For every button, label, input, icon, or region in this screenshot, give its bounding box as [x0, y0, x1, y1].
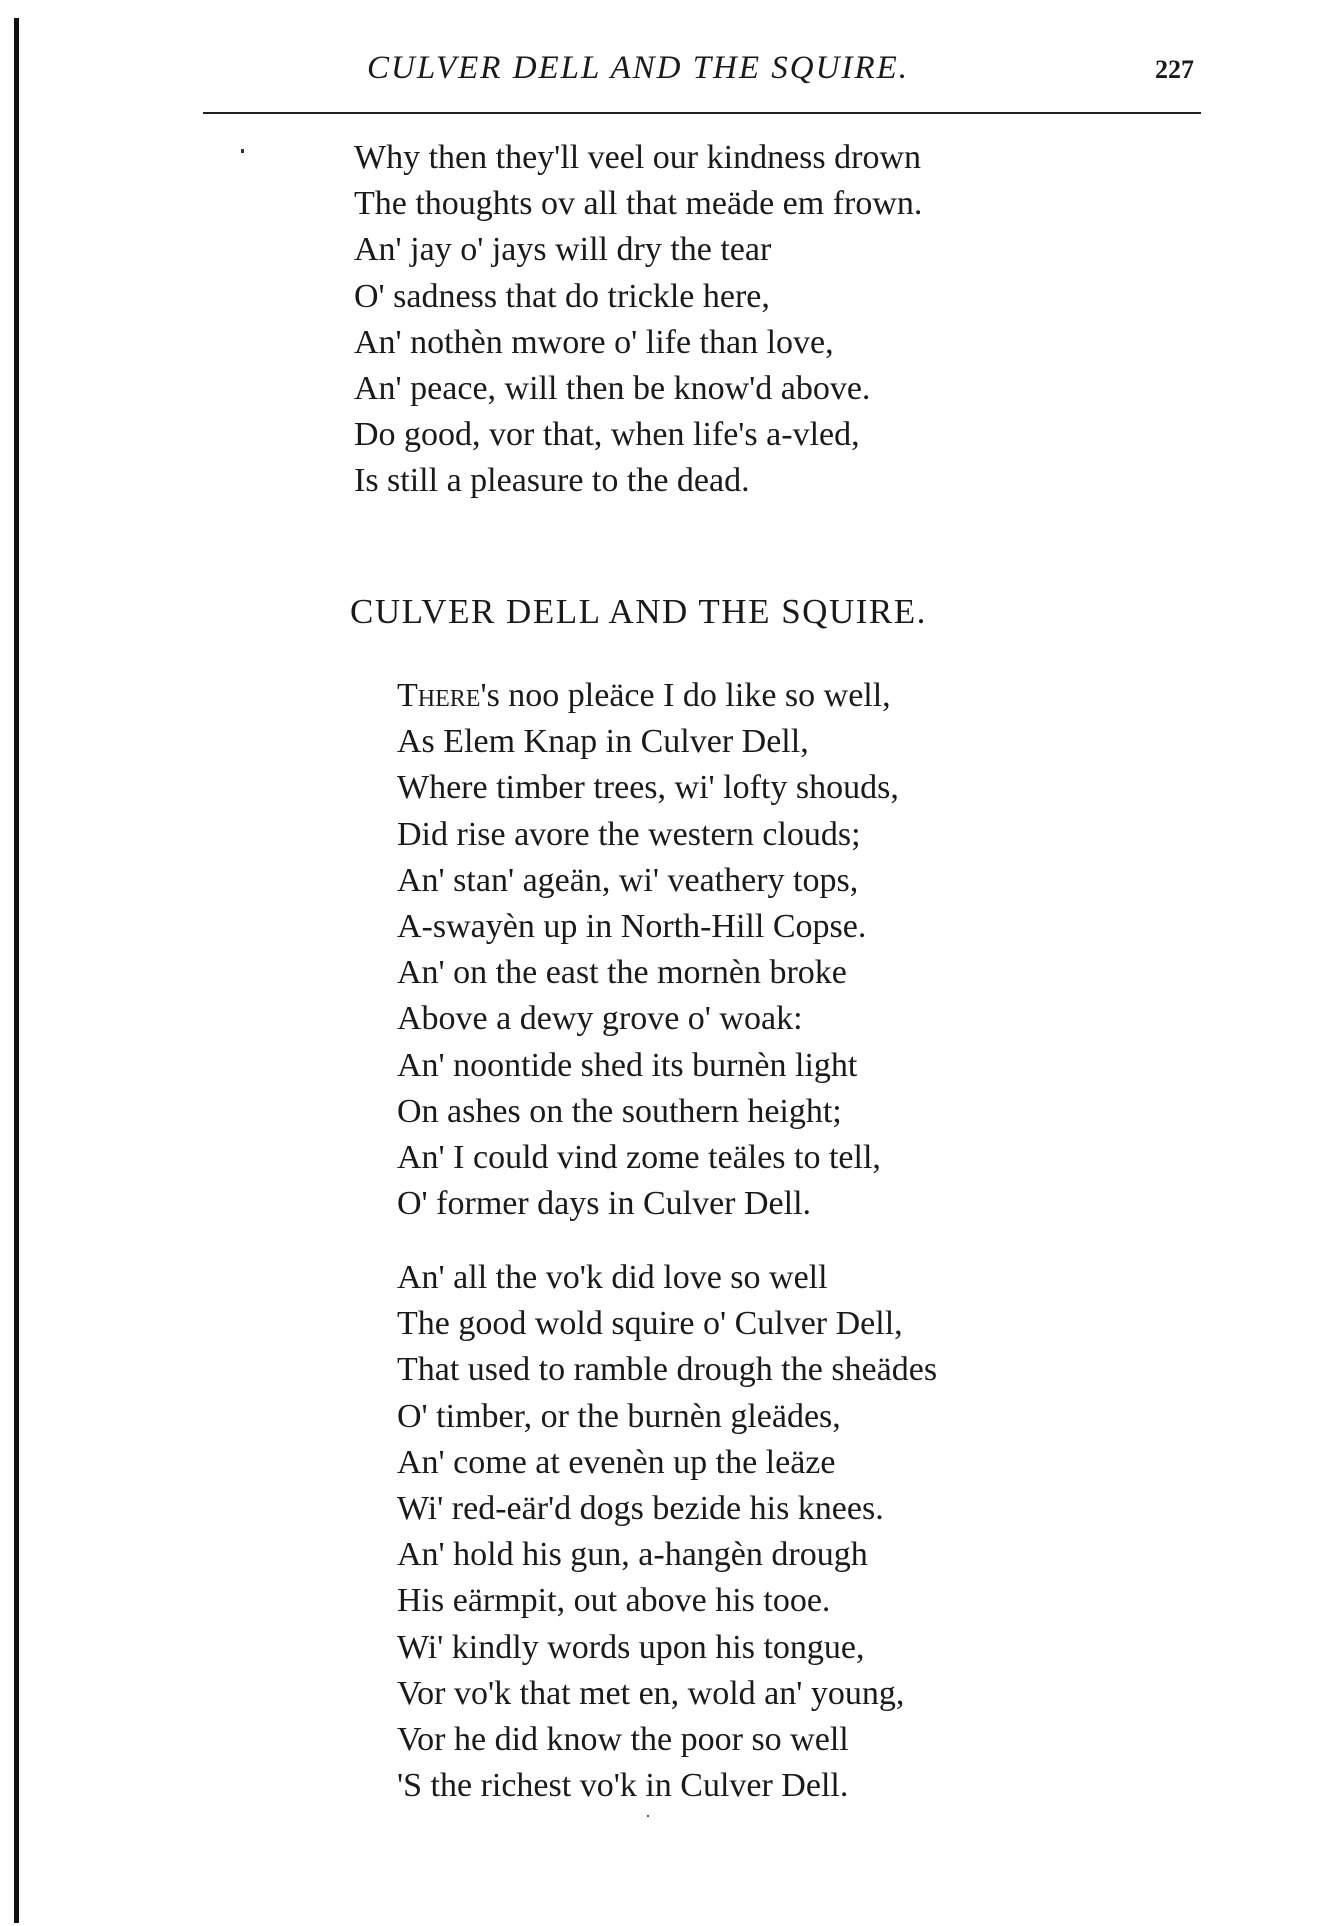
verse-line: Vor he did know the poor so well: [397, 1720, 849, 1758]
verse-line: Did rise avore the western clouds;: [397, 815, 861, 853]
verse-line: That used to ramble drough the sheädes: [397, 1351, 938, 1389]
page-number: 227: [1155, 55, 1194, 84]
opening-word: There: [397, 677, 481, 714]
verse-line: On ashes on the southern height;: [397, 1092, 842, 1130]
verse-line: Wi' red-eär'd dogs bezide his knees.: [397, 1489, 884, 1527]
verse-line: The thoughts ov all that meäde em frown.: [354, 185, 923, 223]
verse-line: [397, 673, 899, 719]
verse-line: Why then they'll veel our kindness drown: [354, 139, 922, 176]
verse-line: O' timber, or the burnèn gleädes,: [397, 1397, 841, 1435]
verse-line: Do good, vor that, when life's a-vled,: [354, 416, 860, 454]
verse-line: An' peace, will then be know'd above.: [354, 369, 871, 407]
verse-line: Above a dewy grove o' woak:: [397, 1000, 803, 1038]
verse-line: An' jay o' jays will dry the tear: [354, 231, 772, 269]
verse-line: Wi' kindly words upon his tongue,: [397, 1628, 865, 1666]
verse-line: His eärmpit, out above his tooe.: [397, 1582, 831, 1620]
verse-line: An' I could vind zome teäles to tell,: [397, 1138, 881, 1176]
verse-line: O' former days in Culver Dell.: [397, 1185, 812, 1223]
print-speck: [241, 149, 244, 153]
verse-line: Is still a pleasure to the dead.: [354, 462, 750, 500]
verse-line: An' come at evenèn up the leäze: [397, 1443, 836, 1481]
poem-stanza-1: [397, 673, 899, 1227]
verse-line: 'S the richest vo'k in Culver Dell.: [397, 1767, 849, 1805]
verse-line: An' hold his gun, a-hangèn drough: [397, 1536, 868, 1574]
verse-line: The good wold squire o' Culver Dell,: [397, 1305, 903, 1343]
opening-line-rest: 's noo pleäce I do like so well,: [480, 677, 891, 714]
verse-line: Vor vo'k that met en, wold an' young,: [397, 1674, 905, 1712]
header-rule: [203, 112, 1201, 114]
poem-stanza-2: [397, 1255, 937, 1809]
verse-line: O' sadness that do trickle here,: [354, 277, 770, 315]
running-head-title: CULVER DELL AND THE SQUIRE.: [367, 50, 910, 86]
verse-line: An' stan' ageän, wi' veathery tops,: [397, 861, 859, 899]
poem-title: CULVER DELL AND THE SQUIRE.: [350, 592, 927, 631]
binding-edge-line: [14, 18, 19, 1923]
verse-line: Where timber trees, wi' lofty shouds,: [397, 769, 899, 807]
verse-line: An' on the east the mornèn broke: [397, 954, 847, 992]
verse-line: An' noontide shed its burnèn light: [397, 1046, 858, 1084]
verse-line: An' all the vo'k did love so well: [397, 1259, 828, 1296]
previous-poem-closing-stanza: [354, 135, 922, 505]
print-speck: [647, 1815, 649, 1817]
verse-line: An' nothèn mwore o' life than love,: [354, 323, 834, 361]
verse-line: As Elem Knap in Culver Dell,: [397, 723, 809, 761]
verse-line: A-swayèn up in North-Hill Copse.: [397, 907, 867, 945]
